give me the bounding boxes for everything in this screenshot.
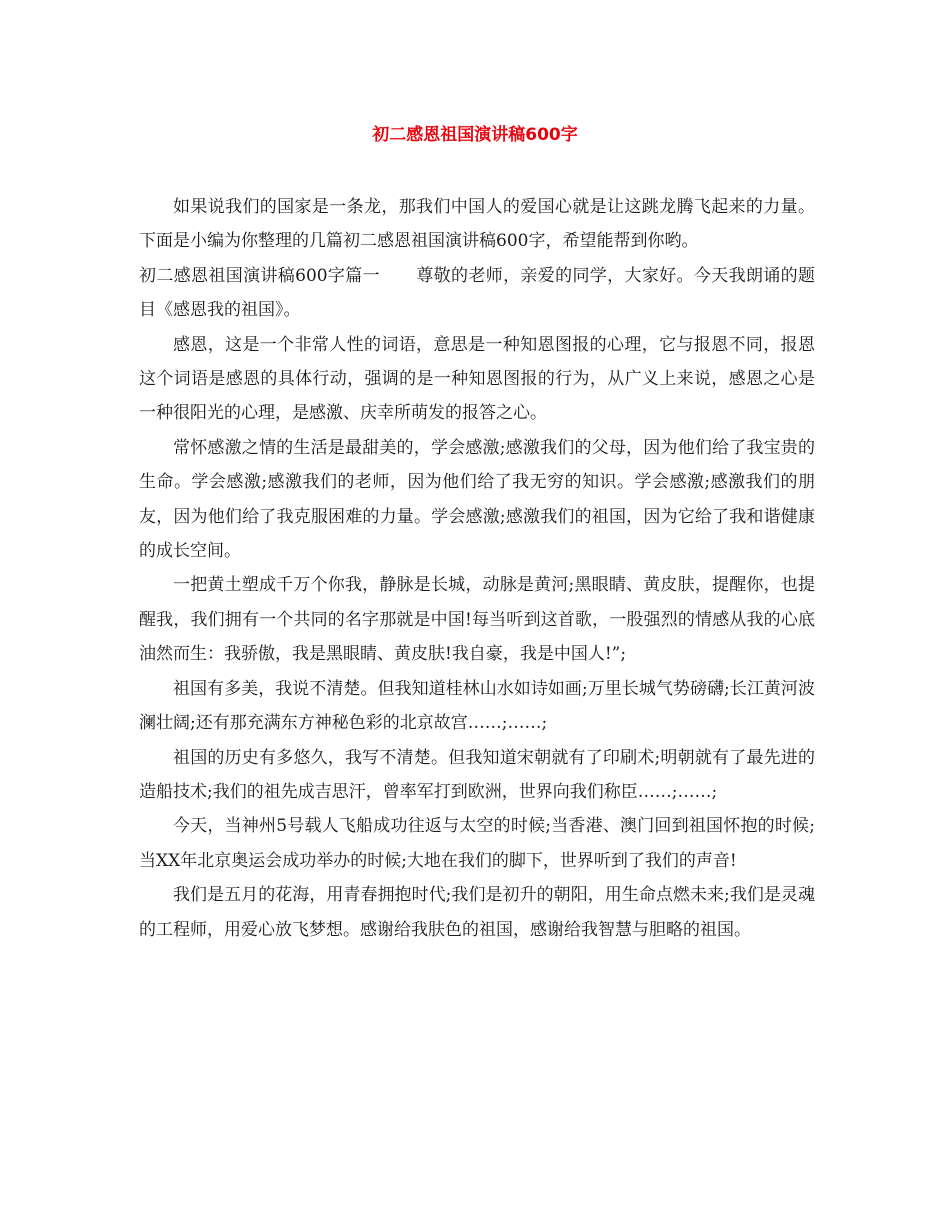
body-paragraph: 我们是五月的花海，用青春拥抱时代;我们是初升的朝阳，用生命点燃未来;我们是灵魂的工程师，用爱心放飞梦想。感谢给我肤色的祖国，感谢给我智慧与胆略的祖国。	[139, 885, 815, 940]
section-label: 初二感恩祖国演讲稿600字篇一	[139, 265, 380, 286]
document-title: 初二感恩祖国演讲稿600字	[372, 125, 578, 145]
body-paragraph: 感恩，这是一个非常人性的词语，意思是一种知恩图报的心理，它与报恩不同，报恩这个词语是感恩的具体行动，强调的是一种知恩图报的行为，从广义上来说，感恩之心是一种很阳光的心理，是感激、庆幸所萌发的报答之心。	[139, 334, 815, 424]
body-paragraph: 今天，当神州5号载人飞船成功往返与太空的时候;当香港、澳门回到祖国怀抱的时候;当XX年北京奥运会成功举办的时候;大地在我们的脚下，世界听到了我们的声音!	[139, 816, 815, 871]
intro-paragraph: 如果说我们的国家是一条龙，那我们中国人的爱国心就是让这跳龙腾飞起来的力量。下面是小编为你整理的几篇初二感恩祖国演讲稿600字，希望能帮到你哟。	[139, 197, 815, 252]
body-paragraph: 祖国的历史有多悠久，我写不清楚。但我知道宋朝就有了印刷术;明朝就有了最先进的造船技术;我们的祖先成吉思汗，曾率军打到欧洲，世界向我们称臣……;……;	[139, 747, 815, 802]
document-body	[139, 190, 815, 947]
section-paragraph	[139, 259, 815, 328]
body-paragraph: 一把黄土塑成千万个你我，静脉是长城，动脉是黄河;黑眼睛、黄皮肤，提醒你，也提醒我，我们拥有一个共同的名字那就是中国!每当听到这首歌，一股强烈的情感从我的心底油然而生：我骄傲，我是黑眼睛、黄皮肤!我自豪，我是中国人!”;	[139, 575, 815, 665]
body-paragraph: 常怀感激之情的生活是最甜美的，学会感激;感激我们的父母，因为他们给了我宝贵的生命。学会感激;感激我们的老师，因为他们给了我无穷的知识。学会感激;感激我们的朋友，因为他们给了我克服困难的力量。学会感激;感激我们的祖国，因为它给了我和谐健康的成长空间。	[139, 437, 815, 562]
greeting-text: 尊敬的老师，亲爱的同学，大家好。今天我朗诵的题目《感恩我的祖国》。	[139, 265, 815, 321]
body-paragraph: 祖国有多美，我说不清楚。但我知道桂林山水如诗如画;万里长城气势磅礴;长江黄河波澜壮阔;还有那充满东方神秘色彩的北京故宫……;……;	[139, 678, 815, 734]
